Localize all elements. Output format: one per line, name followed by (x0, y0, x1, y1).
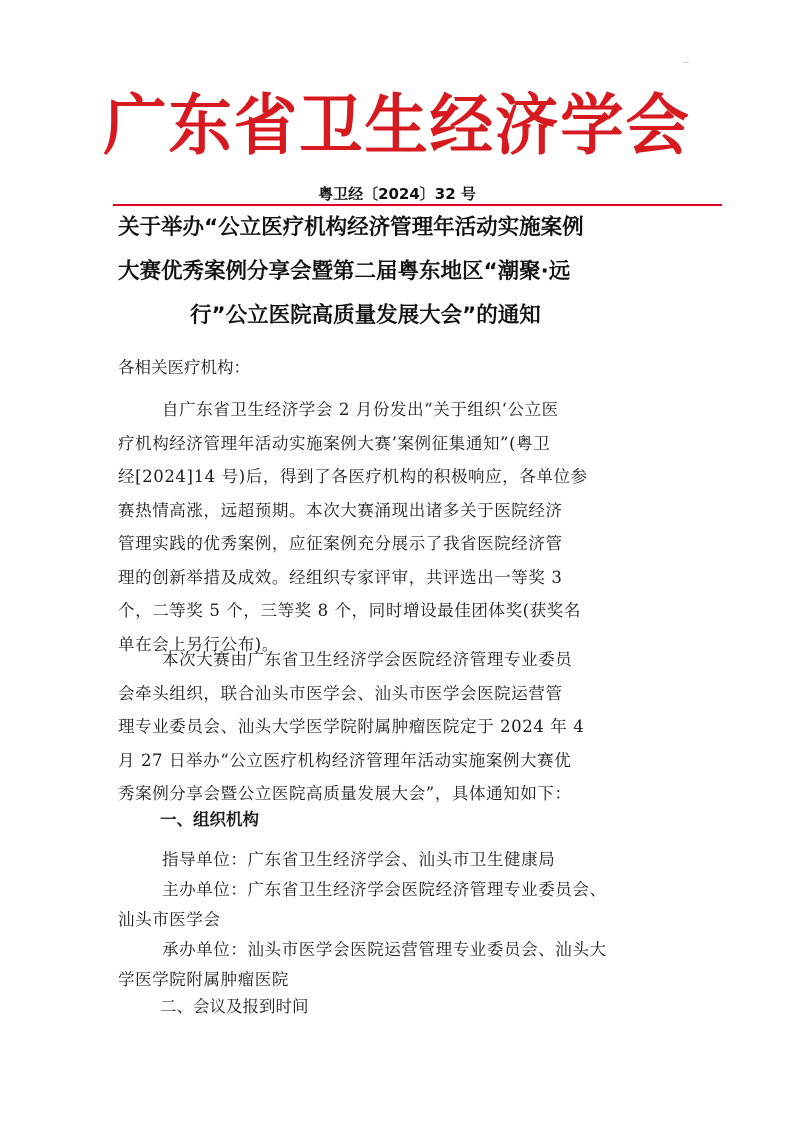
title-line-3: 行”公立医院高质量发展大会”的通知 (190, 303, 541, 328)
paragraph-line: 经[2024]14 号)后，得到了各医疗机构的积极响应，各单位参 (118, 467, 588, 486)
paragraph-line: 疗机构经济管理年活动实施案例大赛’案例征集通知”(粤卫 (118, 433, 551, 453)
host-unit-line: 主办单位：广东省卫生经济学会医院经济管理专业委员会、 (162, 880, 607, 899)
title-line-1: 关于举办“公立医疗机构经济管理年活动实施案例 (118, 215, 584, 240)
section-heading-meeting-time: 二、会议及报到时间 (160, 997, 309, 1016)
paragraph-line: 理的创新举措及成效。经组织专家评审，共评选出一等奖 3 (118, 567, 563, 587)
paragraph-line: 会牵头组织，联合汕头市医学会、汕头市医学会医院运营管 (118, 683, 563, 703)
organizer-unit (118, 935, 678, 995)
paragraph-line: 赛热情高涨，远超预期。本次大赛涌现出诸多关于医院经济 (118, 500, 563, 520)
scan-mark (683, 62, 689, 63)
organizer-unit-line: 学医学院附属肿瘤医院 (118, 970, 289, 989)
organizer-unit-line: 承办单位：汕头市医学会医院运营管理专业委员会、汕头大 (162, 940, 607, 959)
paragraph-1 (118, 393, 678, 661)
title-line-2: 大赛优秀案例分享会暨第二届粤东地区“潮聚·远 (118, 259, 571, 284)
host-unit-line: 汕头市医学会 (118, 910, 221, 929)
paragraph-line: 管理实践的优秀案例，应征案例充分展示了我省医院经济管 (118, 534, 563, 553)
document-number: 粤卫经〔2024〕32 号 (318, 185, 476, 203)
salutation: 各相关医疗机构： (118, 358, 250, 377)
paragraph-line: 秀案例分享会暨公立医院高质量发展大会”，具体通知如下： (118, 784, 572, 803)
paragraph-line: 自广东省卫生经济学会 2 月份发出“关于组织‘公立医 (162, 400, 559, 419)
paragraph-line: 月 27 日举办“公立医疗机构经济管理年活动实施案例大赛优 (118, 750, 572, 770)
guiding-unit-text: 指导单位：广东省卫生经济学会、汕头市卫生健康局 (162, 850, 556, 869)
section-heading-organization: 一、组织机构 (160, 810, 259, 829)
paragraph-2 (118, 643, 678, 811)
paragraph-line: 理专业委员会、汕头大学医学院附属肿瘤医院定于 2024 年 4 (118, 717, 585, 736)
letterhead-title: 广东省卫生经济学会 (103, 86, 691, 164)
paragraph-line: 本次大赛由广东省卫生经济学会医院经济管理专业委员 (162, 650, 573, 669)
paragraph-line: 单在会上另行公布)。 (118, 634, 279, 654)
paragraph-line: 个，二等奖 5 个，三等奖 8 个，同时增设最佳团体奖(获奖名 (118, 601, 582, 620)
guiding-unit (118, 845, 678, 875)
host-unit (118, 875, 678, 935)
